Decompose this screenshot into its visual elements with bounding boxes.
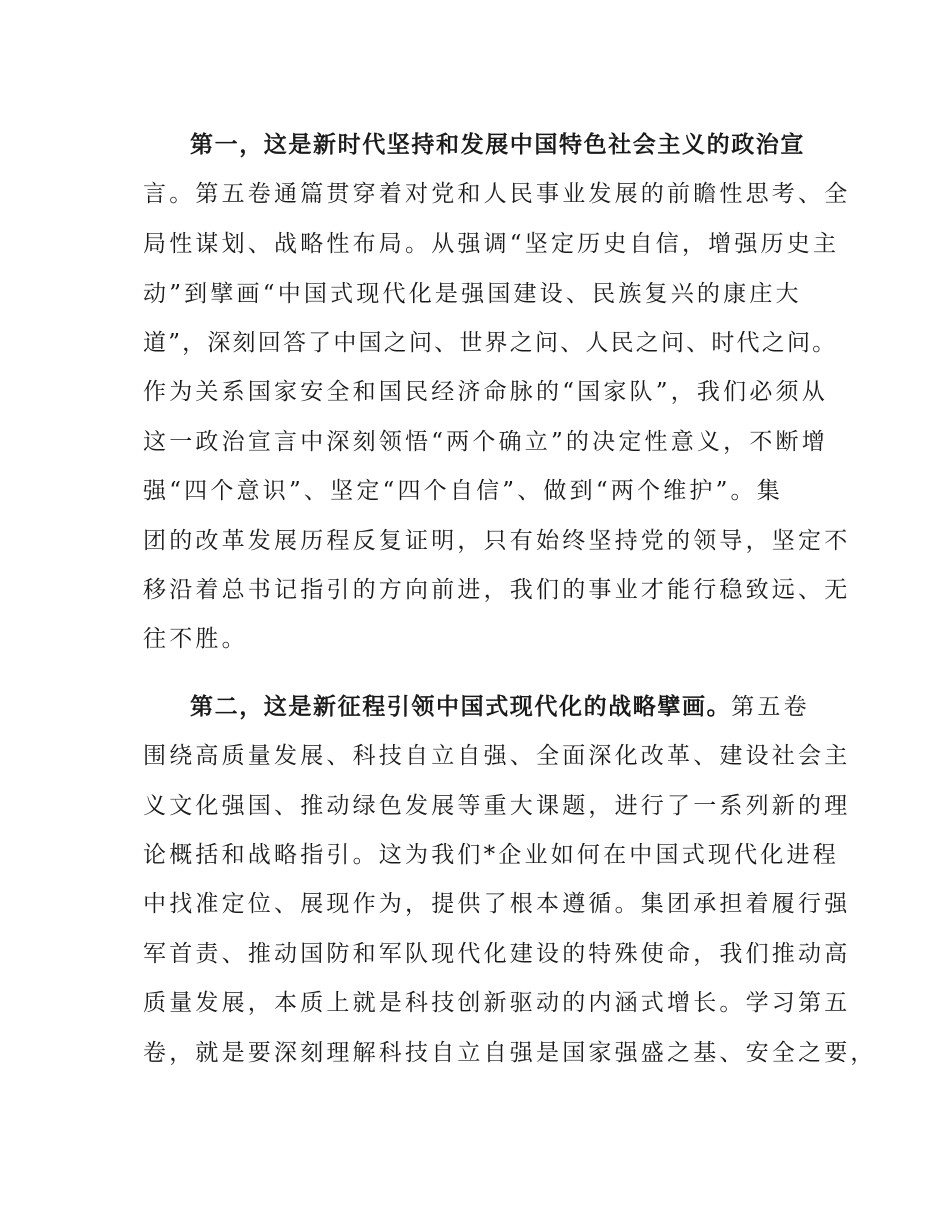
paragraph-1-line-6: 这一政治宣言中深刻领悟“两个确立”的决定性意义，不断增 (143, 429, 828, 455)
paragraph-1-lead: 第一，这是新时代坚持和发展中国特色社会主义的政治宣 (190, 132, 805, 158)
paragraph-2-line-4: 中找准定位、展现作为，提供了根本遵循。集团承担着履行强 (143, 891, 851, 917)
paragraph-1-line-10: 往不胜。 (143, 626, 248, 652)
paragraph-2-lead: 第二，这是新征程引领中国式现代化的战略擘画。 (190, 694, 732, 720)
paragraph-2-line-2: 义文化强国、推动绿色发展等重大课题，进行了一系列新的理 (143, 793, 851, 819)
paragraph-2-line-6: 质量发展，本质上就是科技创新驱动的内涵式增长。学习第五 (143, 990, 851, 1016)
paragraph-1-line-4: 道”，深刻回答了中国之问、世界之问、人民之问、时代之问。 (143, 330, 838, 356)
paragraph-2-line-3: 论概括和战略指引。这为我们*企业如何在中国式现代化进程 (143, 842, 839, 868)
paragraph-2-line-1: 围绕高质量发展、科技自立自强、全面深化改革、建设社会主 (143, 743, 851, 769)
paragraph-2-first-line (190, 683, 833, 732)
paragraph-1-line-5: 作为关系国家安全和国民经济命脉的“国家队”，我们必须从 (143, 379, 828, 405)
paragraph-2-line-7: 卷，就是要深刻理解科技自立自强是国家强盛之基、安全之要， (143, 1040, 877, 1066)
paragraph-1-line-7: 强“四个意识”、坚定“四个自信”、做到“两个维护”。集 (143, 478, 783, 504)
paragraph-1-line-8: 团的改革发展历程反复证明，只有始终坚持党的领导，坚定不 (143, 528, 851, 554)
paragraph-1-line-3: 动”到擘画“中国式现代化是强国建设、民族复兴的康庄大 (143, 281, 802, 307)
paragraph-2-line-5: 军首责、推动国防和军队现代化建设的特殊使命，我们推动高 (143, 941, 851, 967)
paragraph-1-line-2: 局性谋划、战略性布局。从强调“坚定历史自信，增强历史主 (143, 231, 840, 257)
paragraph-2-lead-tail: 第五卷 (731, 694, 810, 720)
paragraph-1-line-9: 移沿着总书记指引的方向前进，我们的事业才能行稳致远、无 (143, 577, 851, 603)
paragraph-1-line-1: 言。第五卷通篇贯穿着对党和人民事业发展的前瞻性思考、全 (143, 181, 851, 207)
